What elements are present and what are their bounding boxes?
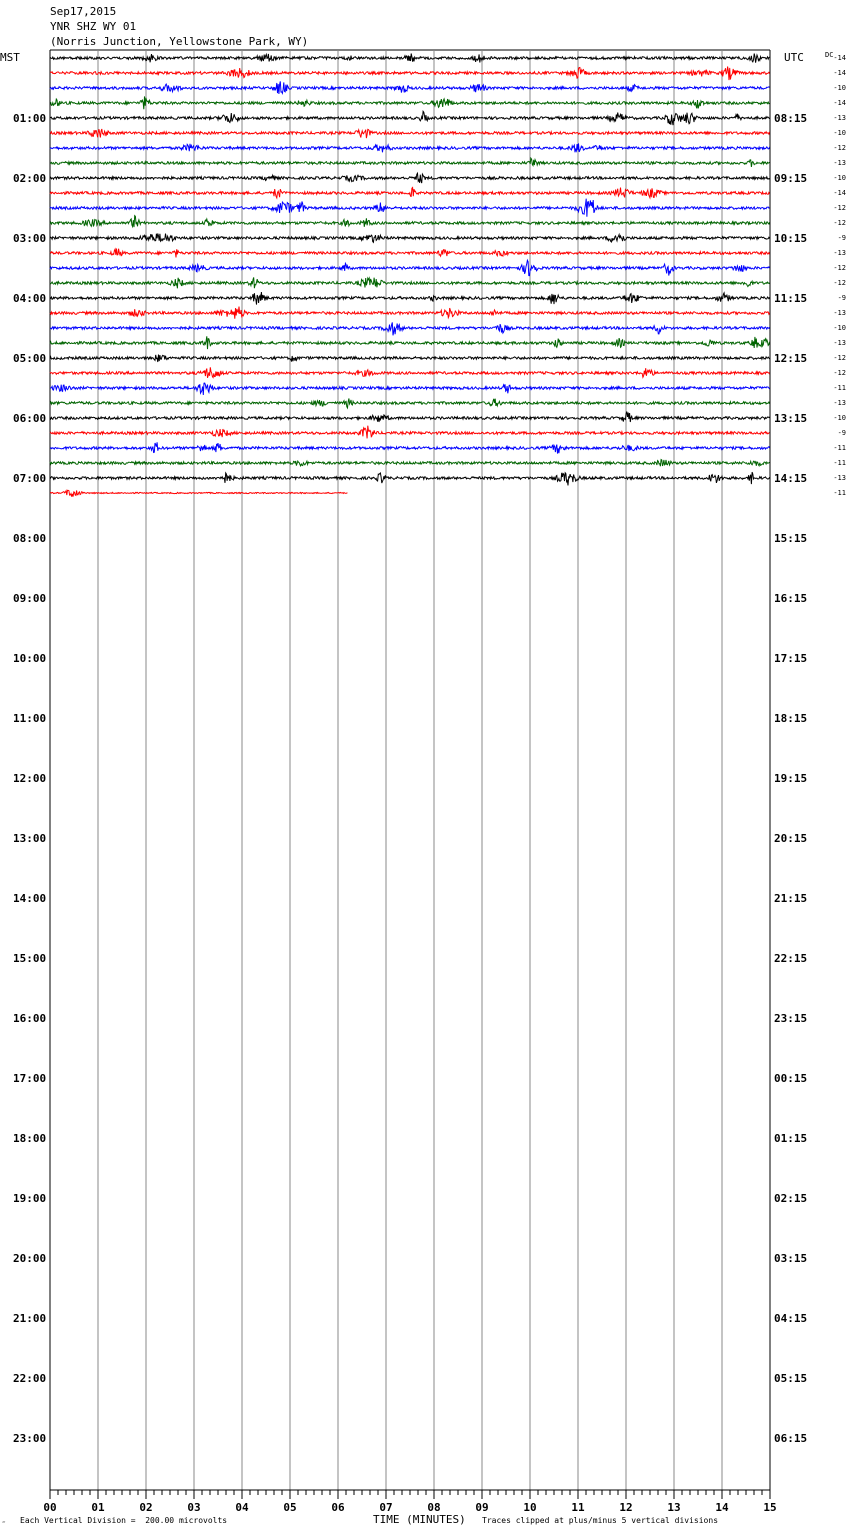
seismic-trace	[50, 367, 770, 378]
dc-offset-label: -12	[833, 144, 846, 152]
mst-hour-label: 18:00	[13, 1132, 47, 1145]
x-tick-label: 00	[43, 1501, 57, 1514]
dc-offset-label: -9	[837, 234, 846, 242]
dc-offset-label: -14	[833, 189, 846, 197]
seismic-trace	[50, 199, 770, 217]
seismic-trace	[50, 234, 770, 243]
mst-hour-label: 20:00	[13, 1252, 47, 1265]
dc-offset-label: -12	[833, 204, 846, 212]
dc-offset-label: -10	[833, 84, 846, 92]
utc-hour-label: 05:15	[774, 1372, 808, 1385]
utc-hour-label: 14:15	[774, 472, 808, 485]
utc-hour-label: 09:15	[774, 172, 808, 185]
station-label: YNR SHZ WY 01	[50, 20, 137, 33]
utc-hour-label: 08:15	[774, 112, 808, 125]
mst-hour-label: 12:00	[13, 772, 47, 785]
utc-hour-label: 19:15	[774, 772, 808, 785]
seismic-trace	[50, 426, 770, 439]
dc-offset-labels	[833, 54, 846, 497]
dc-offset-label: -14	[833, 99, 846, 107]
dc-offset-label: -10	[833, 129, 846, 137]
scale-note: Each Vertical Division = 200.00 microvolts	[20, 1516, 228, 1525]
utc-hour-label: 04:15	[774, 1312, 808, 1325]
seismic-trace	[50, 260, 770, 276]
dc-offset-label: -10	[833, 324, 846, 332]
dc-offset-label: -13	[833, 114, 846, 122]
x-tick-label: 04	[235, 1501, 249, 1514]
x-tick-label: 12	[619, 1501, 633, 1514]
seismic-trace	[50, 307, 770, 319]
utc-hour-label: 01:15	[774, 1132, 808, 1145]
dc-offset-label: -12	[833, 354, 846, 362]
mst-axis-label: MST	[0, 51, 20, 64]
x-tick-label: 02	[139, 1501, 153, 1514]
seismic-trace	[50, 96, 770, 109]
dc-offset-label: -11	[833, 459, 846, 467]
seismic-trace	[50, 188, 770, 198]
utc-hour-label: 10:15	[774, 232, 808, 245]
utc-hour-label: 11:15	[774, 292, 808, 305]
mst-hour-label: 11:00	[13, 712, 47, 725]
mst-hour-label: 01:00	[13, 112, 47, 125]
dc-header-label: DC	[825, 51, 834, 59]
dc-offset-label: -13	[833, 339, 846, 347]
seismic-trace	[50, 216, 770, 227]
mst-hour-label: 08:00	[13, 532, 47, 545]
clip-note: Traces clipped at plus/minus 5 vertical divisions	[482, 1516, 719, 1525]
seismic-trace	[50, 158, 770, 167]
seismic-trace	[50, 336, 770, 349]
utc-axis-label: UTC	[784, 51, 804, 64]
x-tick-label: 13	[667, 1501, 681, 1514]
mst-hour-label: 06:00	[13, 412, 47, 425]
x-axis-label: TIME (MINUTES)	[373, 1513, 466, 1526]
minute-gridlines	[50, 50, 770, 1490]
seismic-traces	[50, 54, 770, 497]
x-tick-label: 08	[427, 1501, 441, 1514]
seismic-trace	[50, 67, 770, 81]
mst-hour-labels	[13, 112, 46, 1445]
dc-offset-label: -11	[833, 489, 846, 497]
utc-hour-label: 13:15	[774, 412, 808, 425]
seismic-trace	[50, 249, 770, 258]
seismic-trace	[50, 143, 770, 152]
location-label: (Norris Junction, Yellowstone Park, WY)	[50, 35, 309, 48]
x-axis	[43, 1490, 776, 1514]
seismic-trace	[50, 383, 770, 395]
seismic-trace	[50, 460, 770, 467]
dc-offset-label: -10	[833, 174, 846, 182]
x-tick-label: 10	[523, 1501, 537, 1514]
dc-offset-label: -12	[833, 279, 846, 287]
seismic-trace	[50, 129, 770, 138]
mst-hour-label: 22:00	[13, 1372, 47, 1385]
dc-offset-label: -12	[833, 219, 846, 227]
dc-offset-label: -13	[833, 309, 846, 317]
utc-hour-label: 02:15	[774, 1192, 808, 1205]
mst-hour-label: 09:00	[13, 592, 47, 605]
dc-offset-label: -12	[833, 264, 846, 272]
mst-hour-label: 10:00	[13, 652, 47, 665]
dc-offset-label: -14	[833, 69, 846, 77]
seismic-trace	[50, 355, 770, 363]
dc-offset-label: -11	[833, 384, 846, 392]
seismic-trace	[50, 81, 770, 94]
seismic-trace	[50, 399, 770, 408]
seismic-trace	[50, 173, 770, 183]
utc-hour-label: 20:15	[774, 832, 808, 845]
seismic-trace	[50, 277, 770, 288]
x-tick-label: 09	[475, 1501, 489, 1514]
utc-hour-label: 22:15	[774, 952, 808, 965]
mst-hour-label: 05:00	[13, 352, 47, 365]
mst-hour-label: 19:00	[13, 1192, 47, 1205]
mst-hour-label: 07:00	[13, 472, 47, 485]
seismic-trace	[50, 111, 770, 125]
utc-hour-label: 12:15	[774, 352, 808, 365]
mst-hour-label: 04:00	[13, 292, 47, 305]
dc-offset-label: -13	[833, 159, 846, 167]
dc-offset-label: -12	[833, 369, 846, 377]
utc-hour-label: 17:15	[774, 652, 808, 665]
seismic-trace	[50, 54, 770, 63]
mst-hour-label: 15:00	[13, 952, 47, 965]
mst-hour-label: 02:00	[13, 172, 47, 185]
dc-offset-label: -13	[833, 474, 846, 482]
utc-hour-label: 06:15	[774, 1432, 808, 1445]
utc-hour-label: 18:15	[774, 712, 808, 725]
seismic-trace	[50, 472, 770, 485]
dc-offset-label: -14	[833, 54, 846, 62]
utc-hour-label: 16:15	[774, 592, 808, 605]
x-tick-label: 01	[91, 1501, 105, 1514]
x-tick-label: 14	[715, 1501, 729, 1514]
x-tick-label: 05	[283, 1501, 297, 1514]
x-tick-label: 03	[187, 1501, 201, 1514]
seismic-trace	[50, 442, 770, 453]
mst-hour-label: 21:00	[13, 1312, 47, 1325]
mst-hour-label: 16:00	[13, 1012, 47, 1025]
dc-offset-label: -9	[837, 429, 846, 437]
utc-hour-label: 00:15	[774, 1072, 808, 1085]
utc-hour-label: 23:15	[774, 1012, 808, 1025]
dc-offset-label: -10	[833, 414, 846, 422]
utc-hour-labels	[774, 112, 807, 1445]
mst-hour-label: 14:00	[13, 892, 47, 905]
utc-hour-label: 21:15	[774, 892, 808, 905]
utc-hour-label: 15:15	[774, 532, 808, 545]
x-tick-label: 06	[331, 1501, 345, 1514]
mst-hour-label: 13:00	[13, 832, 47, 845]
mst-hour-label: 03:00	[13, 232, 47, 245]
dc-offset-label: -13	[833, 249, 846, 257]
date-label: Sep17,2015	[50, 5, 117, 18]
utc-hour-label: 03:15	[774, 1252, 808, 1265]
seismic-trace	[50, 412, 770, 422]
dc-offset-label: -13	[833, 399, 846, 407]
x-tick-label: 11	[571, 1501, 585, 1514]
mst-hour-label: 17:00	[13, 1072, 47, 1085]
seismic-trace	[50, 322, 770, 335]
dc-offset-label: -9	[837, 294, 846, 302]
x-tick-label: 07	[379, 1501, 393, 1514]
dc-offset-label: -11	[833, 444, 846, 452]
seismic-trace	[50, 292, 770, 305]
x-tick-label: 15	[763, 1501, 777, 1514]
seismic-trace	[50, 490, 348, 496]
footer-mark: ‴	[2, 1521, 6, 1528]
mst-hour-label: 23:00	[13, 1432, 47, 1445]
